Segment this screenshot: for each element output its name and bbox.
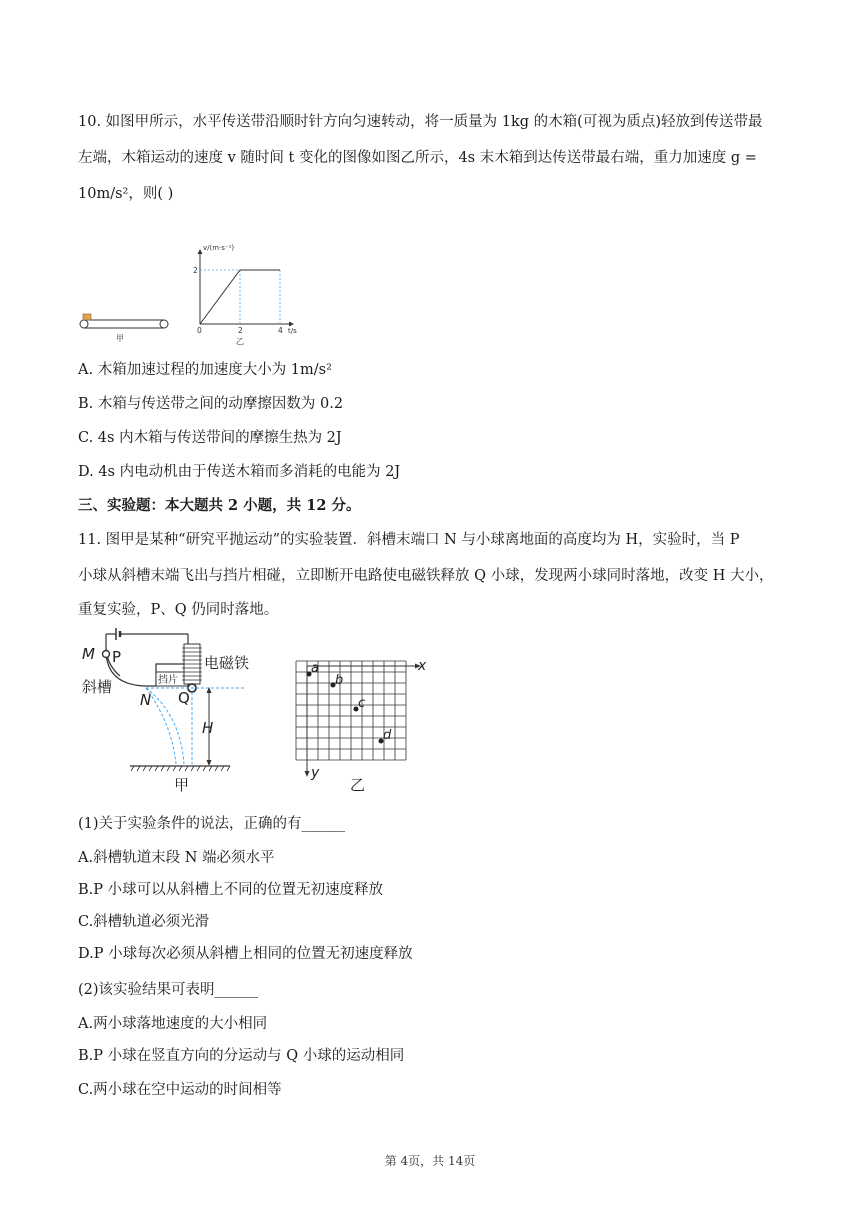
q11-sub2-option-c: C.两小球在空中运动的时间相等 xyxy=(78,1082,282,1098)
label-q: Q xyxy=(178,689,190,707)
fig-jia-label: 甲 xyxy=(116,334,124,343)
trajectory-grid xyxy=(296,661,418,774)
vt-graph xyxy=(198,249,295,327)
q11-sub1-option-c: C.斜槽轨道必须光滑 xyxy=(78,914,210,930)
q11-sub1-option-b: B.P 小球可以从斜槽上不同的位置无初速度释放 xyxy=(78,882,384,898)
ball-p-icon xyxy=(103,651,110,658)
label-h: H xyxy=(202,719,214,737)
apparatus-diagram xyxy=(103,628,250,771)
q10-line-1: 10. 如图甲所示，水平传送带沿顺时针方向匀速转动，将一质量为 1kg 的木箱(可视为质点)轻放到传送带最 xyxy=(78,114,763,130)
label-p: P xyxy=(112,648,122,666)
graph-xtick-2: 2 xyxy=(238,326,243,335)
q10-option-d: D. 4s 内电动机由于传送木箱而多消耗的电能为 2J xyxy=(78,464,401,480)
q11-sub2-option-a: A.两小球落地速度的大小相同 xyxy=(78,1016,268,1032)
graph-origin: 0 xyxy=(197,326,202,335)
graph-xtick-4: 4 xyxy=(278,326,283,335)
axis-y-label: y xyxy=(311,765,320,781)
q11-figure xyxy=(76,624,446,800)
q11-sub1-option-d: D.P 小球每次必须从斜槽上相同的位置无初速度释放 xyxy=(78,946,413,962)
label-c: c xyxy=(358,696,366,711)
q10-option-b: B. 木箱与传送带之间的动摩擦因数为 0.2 xyxy=(78,396,344,412)
wooden-box xyxy=(83,314,91,320)
q11-sub1: (1)关于实验条件的说法，正确的有______ xyxy=(78,816,346,832)
section-3-heading: 三、实验题：本大题共 2 小题，共 12 分。 xyxy=(78,497,361,514)
q11-line-1: 11. 图甲是某种“研究平抛运动”的实验装置．斜槽末端口 N 与小球离地面的高度均为 H，实验时，当 P xyxy=(78,532,740,548)
graph-ylabel: v/(m·s⁻¹) xyxy=(203,244,235,252)
page-footer: 第 4页，共 14页 xyxy=(384,1154,476,1168)
graph-ytick-2: 2 xyxy=(193,266,198,275)
q10-option-a: A. 木箱加速过程的加速度大小为 1m/s² xyxy=(78,362,332,378)
label-a: a xyxy=(311,661,319,676)
q11-sub2: (2)该实验结果可表明______ xyxy=(78,982,259,998)
q11-line-3: 重复实验，P、Q 仍同时落地。 xyxy=(78,602,279,618)
label-n: N xyxy=(140,691,152,709)
q11-line-2: 小球从斜槽末端飞出与挡片相碰，立即断开电路使电磁铁释放 Q 小球，发现两小球同时落地，改变 H 大小， xyxy=(78,568,774,584)
label-baffle: 挡片 xyxy=(158,675,178,686)
q10-line-3: 10m/s²，则( ) xyxy=(78,186,174,202)
label-slope: 斜槽 xyxy=(82,678,113,696)
fig-yi-label: 乙 xyxy=(236,337,244,346)
label-m: M xyxy=(82,645,95,663)
graph-xlabel: t/s xyxy=(288,327,297,335)
label-jia: 甲 xyxy=(174,776,190,794)
q10-line-2: 左端，木箱运动的速度 v 随时间 t 变化的图像如图乙所示，4s 末木箱到达传送带最右端，重力加速度 g = xyxy=(78,150,757,166)
axis-x-label: x xyxy=(418,658,427,674)
q10-option-c: C. 4s 内木箱与传送带间的摩擦生热为 2J xyxy=(78,430,342,446)
label-magnet: 电磁铁 xyxy=(204,654,250,672)
label-d: d xyxy=(383,728,392,743)
conveyor-belt xyxy=(80,314,168,328)
q11-sub1-option-a: A.斜槽轨道末段 N 端必须水平 xyxy=(78,850,275,866)
label-yi: 乙 xyxy=(350,776,366,794)
q11-sub2-option-b: B.P 小球在竖直方向的分运动与 Q 小球的运动相同 xyxy=(78,1048,405,1064)
q10-figure xyxy=(76,240,316,350)
label-b: b xyxy=(335,673,344,688)
